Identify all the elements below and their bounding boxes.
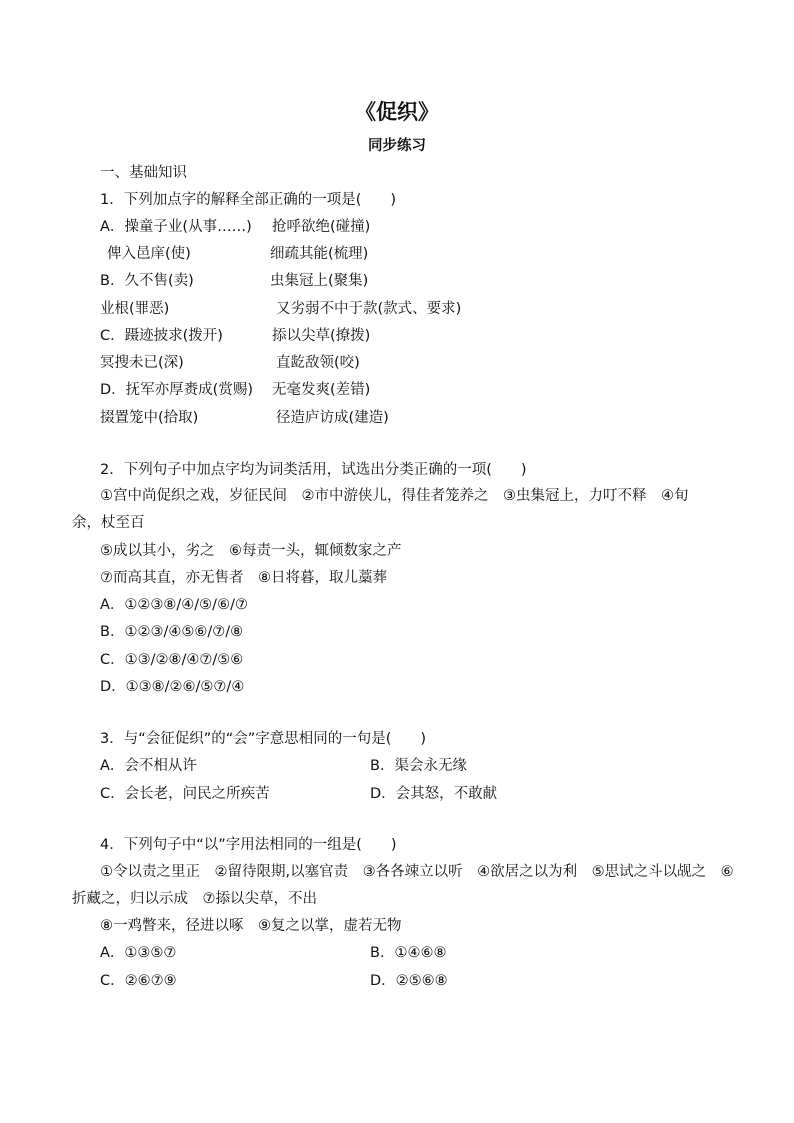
q1-row1-left: A．操童子业(从事……) xyxy=(100,219,252,235)
q1-row1-right: 抢呼欲绝(碰撞) xyxy=(272,219,371,235)
q1-row4-left: 业根(罪恶) xyxy=(100,301,170,317)
q2-option-c: C．①③/②⑧/④⑦/⑤⑥ xyxy=(100,652,244,668)
q2-stem: 2．下列句子中加点字均为词类活用，试选出分类正确的一项( ) xyxy=(100,462,527,478)
q2-option-b: B．①②③/④⑤⑥/⑦/⑧ xyxy=(100,624,244,640)
q4-sentences-line1: ①令以责之里正 ②留待限期,以塞官责 ③各各竦立以听 ④欲居之以为利 ⑤思试之斗以觇之 ⑥ xyxy=(100,864,734,880)
q2-sentences-line1: ①宫中尚促织之戏，岁征民间 ②市中游侠儿，得佳者笼养之 ③虫集冠上，力叮不释 ④旬余，杖至百 xyxy=(72,488,689,531)
section-heading: 一、基础知识 xyxy=(100,165,187,181)
document-subtitle: 同步练习 xyxy=(368,138,426,154)
q1-row7-right: 无毫发爽(差错) xyxy=(272,382,371,398)
q2-sentences-line3: ⑦而高其直，亦无售者 ⑧日将暮，取儿藁葬 xyxy=(100,570,387,586)
q1-row2-right: 细疏其能(梳理) xyxy=(270,246,369,262)
q2-option-d: D．①③⑧/②⑥/⑤⑦/④ xyxy=(100,679,245,695)
q1-row6-left: 冥搜未已(深) xyxy=(100,355,184,371)
q4-stem: 4．下列句子中“以”字用法相同的一组是( ) xyxy=(100,837,397,853)
q1-row5-right: 掭以尖草(撩拨) xyxy=(272,328,371,344)
q1-row2-left: 俾入邑庠(使) xyxy=(107,246,191,262)
q3-option-a: A．会不相从许 xyxy=(100,758,197,774)
q1-row8-left: 掇置笼中(拾取) xyxy=(100,410,199,426)
q3-option-c: C．会长老，问民之所疾苦 xyxy=(100,786,270,802)
q1-row4-right: 又劣弱不中于款(款式、要求) xyxy=(276,301,462,317)
q1-row7-left: D．抚军亦厚赉成(赏赐) xyxy=(100,382,253,398)
q2-option-a: A．①②③⑧/④/⑤/⑥/⑦ xyxy=(100,597,248,613)
q1-row6-right: 直龁敌领(咬) xyxy=(276,355,360,371)
q3-option-d: D．会其怒，不敢献 xyxy=(370,786,498,802)
q3-option-b: B．渠会永无缘 xyxy=(370,758,467,774)
q3-stem: 3．与“会征促织”的“会”字意思相同的一句是( ) xyxy=(100,731,427,747)
q1-row3-right: 虫集冠上(聚集) xyxy=(270,273,369,289)
q1-row8-right: 径造庐访成(建造) xyxy=(276,410,389,426)
q4-option-c: C．②⑥⑦⑨ xyxy=(100,973,177,989)
q2-sentences-line2: ⑤成以其小，劣之 ⑥每责一头，辄倾数家之产 xyxy=(100,543,402,559)
q4-sentences-line2: 折藏之，归以示成 ⑦掭以尖草，不出 xyxy=(72,891,317,907)
q1-stem: 1．下列加点字的解释全部正确的一项是( ) xyxy=(100,192,397,208)
q4-option-a: A．①③⑤⑦ xyxy=(100,945,177,961)
document-title: 《促织》 xyxy=(355,99,439,124)
q4-sentences-line3: ⑧一鸡瞥来，径进以啄 ⑨复之以掌，虚若无物 xyxy=(100,918,402,934)
q1-row3-left: B．久不售(卖) xyxy=(100,273,194,289)
q1-row5-left: C．蹑迹披求(拨开) xyxy=(100,328,223,344)
q4-option-b: B．①④⑥⑧ xyxy=(370,945,447,961)
q4-option-d: D．②⑤⑥⑧ xyxy=(370,973,448,989)
